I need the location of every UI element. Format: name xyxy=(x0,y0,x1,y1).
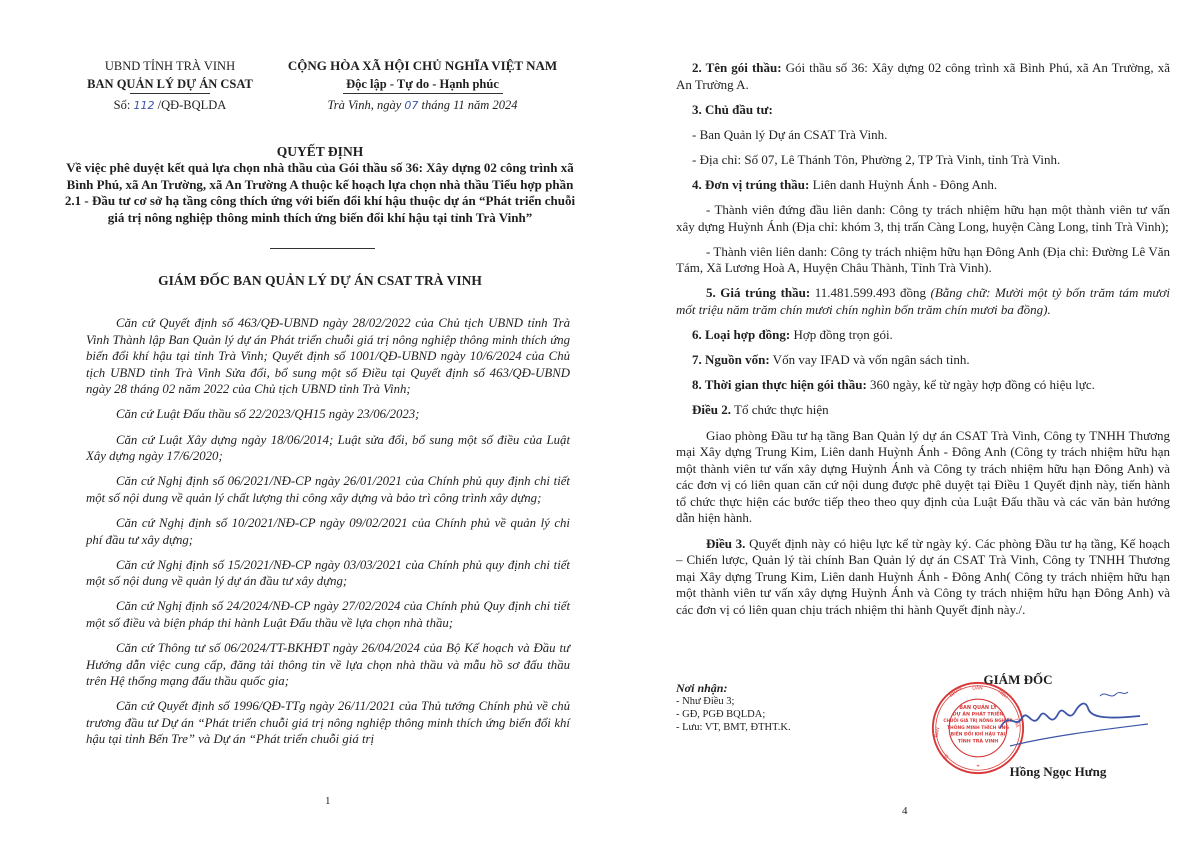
document-subject: Về việc phê duyệt kết quả lựa chọn nhà thầu của Gói thầu số 36: Xây dựng 02 công trình xã Bình Phú, xã An Trường, xã An Trường A thuộc kế hoạch lựa chọn nhà thầu Tiểu hợp phần 2.1 - Đầu tư cơ sở hạ tầng công thích ứng với biến đổi khí hậu thuộc dự án “Phát triển chuỗi giá trị nông nghiệp thông minh thích ứng biến đổi khí hậu tại tỉnh Trà Vinh” xyxy=(64,160,576,225)
page-number: 1 xyxy=(325,795,331,807)
page-number: 4 xyxy=(902,805,908,817)
issuing-org: BAN QUẢN LÝ DỰ ÁN CSAT xyxy=(87,77,253,91)
legal-basis-item: Căn cứ Luật Đấu thầu số 22/2023/QH15 ngày 23/06/2023; xyxy=(116,407,420,422)
item-investor-label: 3. Chủ đầu tư: xyxy=(692,101,773,117)
item-funding-source: 7. Nguồn vốn: Vốn vay IFAD và vốn ngân sách tỉnh. xyxy=(692,352,970,368)
svg-text:BAN: BAN xyxy=(934,727,942,738)
investor-name: - Ban Quản lý Dự án CSAT Trà Vinh. xyxy=(692,126,888,142)
motto-underline xyxy=(343,93,503,94)
document-page-4 xyxy=(600,0,1200,862)
consortium-lead-member: - Thành viên đứng đầu liên danh: Công ty trách nhiệm hữu hạn một thành viên tư vấn xây dựng Huỳnh Ánh (Địa chỉ: khóm 3, thị trấn Càng Long, huyện Càng Long, tỉnh Trà Vinh); xyxy=(676,202,1170,234)
national-title: CỘNG HÒA XÃ HỘI CHỦ NGHĨA VIỆT NAM xyxy=(287,58,558,73)
legal-basis-item: Căn cứ Luật Xây dựng ngày 18/06/2014; Luật sửa đổi, bổ sung một số điều của Luật Xây dựng ngày 17/6/2020; xyxy=(86,432,570,464)
recipient-item: - Lưu: VT, BMT, ĐTHT.K. xyxy=(676,722,791,733)
issue-date: Trà Vinh, ngày 07 tháng 11 năm 2024 xyxy=(327,98,518,112)
signing-authority-heading: GIÁM ĐỐC BAN QUẢN LÝ DỰ ÁN CSAT TRÀ VINH xyxy=(158,273,482,288)
item-execution-time: 8. Thời gian thực hiện gói thầu: 360 ngày, kể từ ngày hợp đồng có hiệu lực. xyxy=(692,377,1095,393)
issuing-authority-block xyxy=(70,57,270,115)
item-contract-type: 6. Loại hợp đồng: Hợp đồng trọn gói. xyxy=(692,327,893,343)
legal-basis-item: Căn cứ Nghị định số 06/2021/NĐ-CP ngày 26/01/2021 của Chính phủ quy định chi tiết một số nội dung về quản lý chất lượng thi công xây dựng và bảo trì công trình xây dựng; xyxy=(86,474,570,505)
handwritten-number: 112 xyxy=(133,99,155,112)
svg-text:NHÂN: NHÂN xyxy=(949,685,964,699)
legal-basis-item: Căn cứ Nghị định số 10/2021/NĐ-CP ngày 09/02/2021 của Chính phủ về quản lý chi phí đầu tư xây dựng; xyxy=(86,515,570,547)
svg-text:TỈNH TRÀ VINH: TỈNH TRÀ VINH xyxy=(957,739,999,745)
decision-content xyxy=(676,60,1170,627)
article-2-body: Giao phòng Đầu tư hạ tầng Ban Quản lý dự án CSAT Trà Vinh, Công ty TNHH Thương mại Xây dựng Trung Kim, Liên danh Huỳnh Ánh - Đông Anh (Công ty trách nhiệm hữu hạn một thành viên tư vấn xây dựng Huỳnh Ánh và Công ty trách nhiệm hữu hạn Đông Anh) và các đơn vị có liên quan căn cứ nội dung được phê duyệt tại Điều 1 Quyết định này, tiến hành tổ chức thực hiện các bước tiếp theo theo quy định của Luật Đấu thầu và các văn bản hướng dẫn hiện hành. xyxy=(676,427,1170,526)
svg-text:*: * xyxy=(976,763,980,771)
legal-basis-item: Căn cứ Nghị định số 15/2021/NĐ-CP ngày 03/03/2021 của Chính phủ quy định chi tiết một số nội dung về quản lý dự án đầu tư xây dựng; xyxy=(86,557,570,589)
national-motto: Độc lập - Tự do - Hạnh phúc xyxy=(346,77,499,91)
recipient-item: - GĐ, PGĐ BQLDA; xyxy=(676,709,766,720)
recipients-label: Nơi nhận: xyxy=(676,681,728,695)
svg-text:CHUỖI GIÁ TRỊ NÔNG NGHIỆP: CHUỖI GIÁ TRỊ NÔNG NGHIỆP xyxy=(943,718,1013,724)
handwritten-day: 07 xyxy=(404,99,419,112)
investor-address: - Địa chỉ: Số 07, Lê Thánh Tôn, Phường 2, TP Trà Vinh, tỉnh Trà Vinh. xyxy=(692,151,1061,167)
org-underline xyxy=(130,93,210,94)
svg-text:TRÀ: TRÀ xyxy=(1012,717,1020,728)
subject-underline xyxy=(270,248,375,249)
signer-role: GIÁM ĐỐC xyxy=(983,672,1053,687)
legal-basis-item: Căn cứ Quyết định số 463/QĐ-UBND ngày 28/02/2022 của Chủ tịch UBND tỉnh Trà Vinh Thành lập Ban Quản lý dự án Phát triển chuỗi giá trị nông nghiệp thông minh thích ứng biến đổi khí hậu tại tỉnh Trà Vinh; Quyết định số 1001/QĐ-UBND ngày 10/6/2024 của Chủ tịch UBND tỉnh Trà Vinh Sửa đổi, bổ sung một số Điều tại Quyết định số 463/QĐ-UBND ngày 28 tháng 02 năm 2022 của Chủ tịch UBND tỉnh Trà Vinh; xyxy=(86,316,570,397)
national-header-block xyxy=(275,57,570,115)
document-title: QUYẾT ĐỊNH xyxy=(276,144,364,159)
recipient-item: - Như Điều 3; xyxy=(676,696,735,707)
svg-text:TỈNH: TỈNH xyxy=(995,689,1008,701)
svg-text:ỦY: ỦY xyxy=(943,753,952,762)
consortium-member: - Thành viên liên danh: Công ty trách nhiệm hữu hạn Đông Anh (Địa chỉ: Đường Lê Văn Tám, Xã Lương Hoà A, Huyện Châu Thành, Tỉnh Trà Vinh). xyxy=(676,243,1170,276)
article-3: Điều 3. Quyết định này có hiệu lực kể từ ngày ký. Các phòng Đầu tư hạ tầng, Kế hoạch – Chiến lược, Quản lý tài chính Ban Quản lý dự án CSAT Trà Vinh, Công ty TNHH Thương mại Xây dựng Trung Kim, Liên danh Huỳnh Ánh - Đông Anh( Công ty trách nhiệm hữu hạn một thành viên tư vấn xây dựng Huỳnh Ánh và Công ty trách nhiệm hữu hạn Đông Anh) và các đơn vị có liên quan chịu trách nhiệm thi hành Quyết định này./. xyxy=(676,535,1171,617)
svg-text:THÔNG MINH THÍCH ỨNG: THÔNG MINH THÍCH ỨNG xyxy=(947,725,1009,731)
handwritten-signature-icon xyxy=(990,690,1150,750)
signer-name: Hồng Ngọc Hưng xyxy=(1009,764,1107,779)
parent-authority: UBND TỈNH TRÀ VINH xyxy=(104,59,236,73)
svg-text:BIẾN ĐỔI KHÍ HẬU TẠI: BIẾN ĐỔI KHÍ HẬU TẠI xyxy=(950,732,1006,738)
legal-basis-item: Căn cứ Quyết định số 1996/QĐ-TTg ngày 26/11/2021 của Thủ tướng Chính phủ về chủ trương đầu tư Dự án “Phát triển chuỗi giá trị nông nghiệp thông minh thích ứng biến đổi khí hậu tại tỉnh Bến Tre” và Dự án “Phát triển chuỗi giá trị xyxy=(86,699,570,747)
document-number: Số: 112 /QĐ-BQLDA xyxy=(113,98,227,112)
legal-basis-list xyxy=(86,315,570,757)
item-winning-bidder: 4. Đơn vị trúng thầu: Liên danh Huỳnh Ánh - Đông Anh. xyxy=(692,176,998,192)
item-package-name: 2. Tên gói thầu: Gói thầu số 36: Xây dựng 02 công trình xã Bình Phú, xã An Trường, xã An Trường A. xyxy=(676,60,1170,92)
article-2-heading: Điều 2. Tổ chức thực hiện xyxy=(692,402,829,418)
svg-text:DÂN: DÂN xyxy=(972,686,983,692)
legal-basis-item: Căn cứ Nghị định số 24/2024/NĐ-CP ngày 27/02/2024 của Chính phủ Quy định chi tiết một số điều và biện pháp thi hành Luật Đấu thầu về lựa chọn nhà thầu; xyxy=(86,599,570,630)
recipients-block xyxy=(676,682,791,734)
legal-basis-item: Căn cứ Thông tư số 06/2024/TT-BKHĐT ngày 26/04/2024 của Bộ Kế hoạch và Đầu tư Hướng dẫn việc cung cấp, đăng tải thông tin về lựa chọn nhà thầu và mẫu hồ sơ đấu thầu trên Hệ thống mạng đấu thầu quốc gia; xyxy=(86,641,570,689)
svg-text:DỰ ÁN PHÁT TRIỂN: DỰ ÁN PHÁT TRIỂN xyxy=(952,712,1004,718)
svg-text:BAN QUẢN LÝ: BAN QUẢN LÝ xyxy=(959,704,997,711)
item-winning-price: 5. Giá trúng thầu: 11.481.599.493 đồng (Bằng chữ: Mười một tỷ bốn trăm tám mươi mốt triệu năm trăm chín mươi chín nghìn bốn trăm chín mươi ba đồng). xyxy=(676,285,1170,318)
